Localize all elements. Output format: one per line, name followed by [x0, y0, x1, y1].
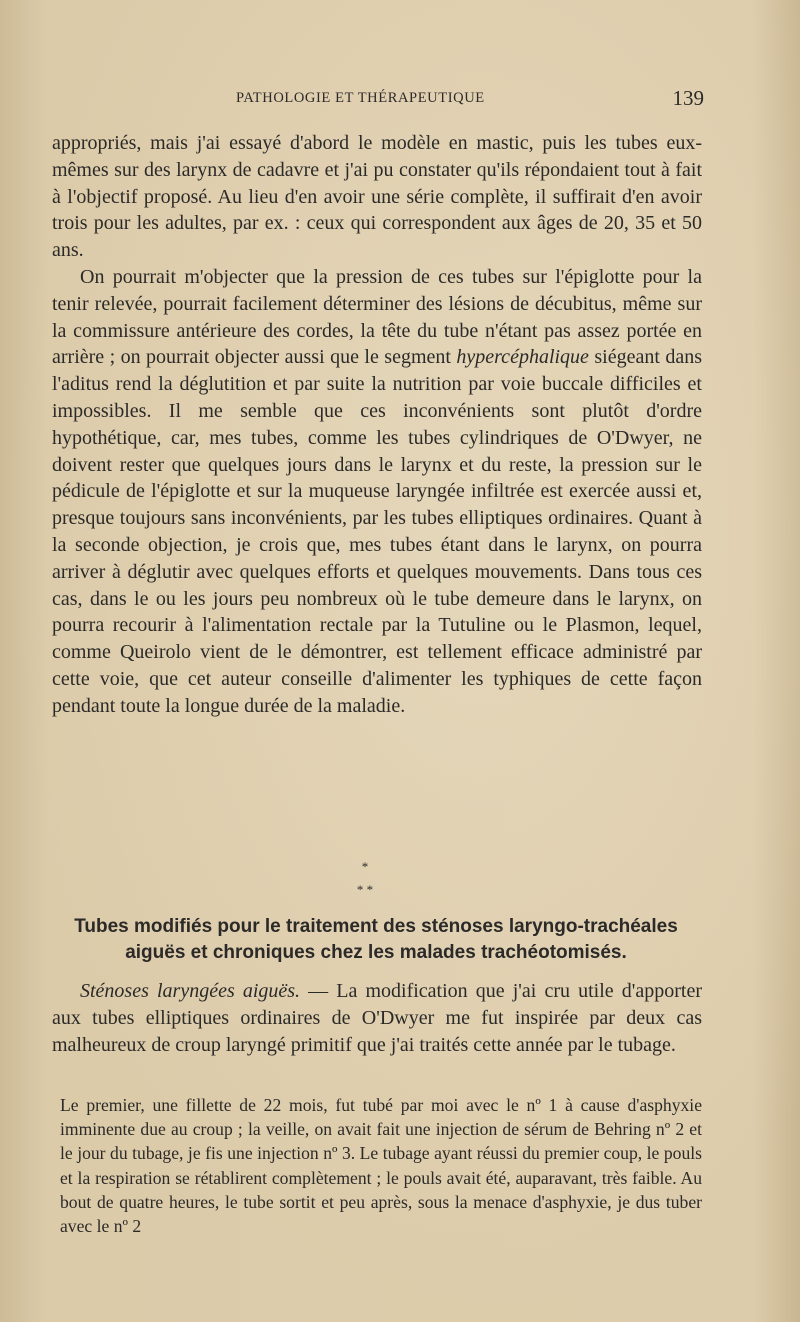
asterism-top: *	[361, 859, 369, 874]
running-title: PATHOLOGIE ET THÉRAPEUTIQUE	[236, 90, 485, 106]
section-heading-line1: Tubes modifiés pour le traitement des sténoses laryngo-trachéales	[74, 916, 678, 937]
asterism-bottom: * *	[356, 882, 374, 897]
section-heading	[46, 914, 706, 966]
paragraph-objections	[52, 264, 702, 720]
section-intro	[52, 978, 702, 1058]
case-report-text: Le premier, une fillette de 22 mois, fut tubé par moi avec le nº 1 à cause d'asphyxie imminente due au croup ; la veille, on avait fait une injection de sérum de Behring nº 2 et le jour du tubage, je fis une injection nº 3. Le tubage ayant réussi du premier coup, le pouls et la respiration se rétablirent complètement ; le pouls avait été, auparavant, très faible. Au bout de quatre heures, le tube sortit et peu après, sous la menace d'asphyxie, je dus tuber avec le nº 2	[60, 1095, 702, 1237]
asterism-separator	[340, 860, 390, 896]
subsection-title: Sténoses laryngées aiguës.	[80, 980, 301, 1002]
page-number: 139	[672, 86, 704, 110]
paragraph-acute-stenoses-text: — La modification que j'ai cru utile d'apporter aux tubes elliptiques ordinaires de O'Dwyer me fut inspirée par deux cas malheureux de croup laryngé primitif que j'ai traités cette année par le tubage.	[52, 980, 702, 1056]
paragraph-objections-part1: On pourrait m'objecter que la pression de ces tubes sur l'épiglotte pour la tenir relevée, pourrait facilement déterminer des lésions de décubitus, même sur la commissure antérieure des cordes, la tête du tube n'étant pas assez portée en arrière ; on pourrait objecter aussi que le segment	[52, 265, 702, 369]
main-text	[52, 130, 702, 720]
running-header	[236, 86, 704, 114]
case-report	[60, 1093, 702, 1238]
paragraph-acute-stenoses	[52, 978, 702, 1058]
paragraph-continuation: appropriés, mais j'ai essayé d'abord le modèle en mastic, puis les tubes eux-mêmes sur des larynx de cadavre et j'ai pu constater qu'ils répondaient tout à fait à l'objectif proposé. Au lieu d'en avoir une série complète, il suffirait d'en avoir trois pour les adultes, par ex. : ceux qui correspondent aux âges de 20, 35 et 50 ans.	[52, 132, 702, 262]
section-heading-line2: aiguës et chroniques chez les malades trachéotomisés.	[125, 942, 627, 963]
paragraph-objections-part2: siégeant dans l'aditus rend la déglutition et par suite la nutrition par voie buccale difficiles et impossibles. Il me semble que ces inconvénients sont plutôt d'ordre hypothétique, car, mes tubes, comme les tubes cylindriques de O'Dwyer, ne doivent rester que quelques jours dans le larynx et du reste, la pression sur le pédicule de l'épiglotte et sur la muqueuse laryngée infiltrée est exercée aussi et, presque toujours sans inconvénients, par les tubes elliptiques ordinaires. Quant à la seconde objection, je crois que, mes tubes étant dans le larynx, on pourra arriver à déglutir avec quelques efforts et quelques mouvements. Dans tous ces cas, dans le ou les jours peu nombreux où le tube demeure dans le larynx, on pourra recourir à l'alimentation rectale par la Tutuline ou le Plasmon, lequel, comme Queirolo vient de le démontrer, est tellement efficace administré par cette voie, que cet auteur conseille d'alimenter les typhiques de cette façon pendant toute la longue durée de la maladie.	[52, 346, 703, 717]
term-hypercephalique: hypercéphalique	[456, 346, 589, 369]
